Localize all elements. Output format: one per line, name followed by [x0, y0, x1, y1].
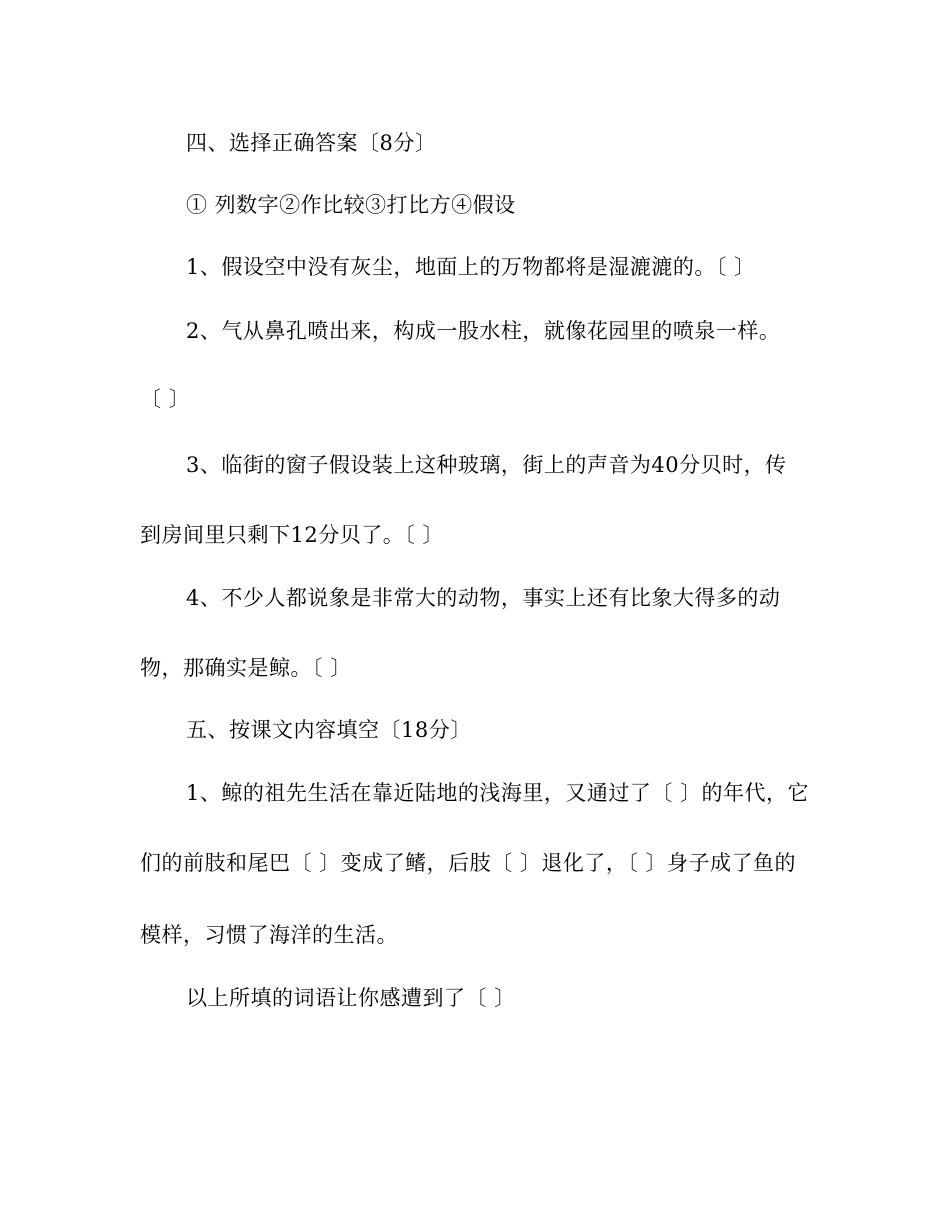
fill-question-1-line-2: 们的前肢和尾巴〔 〕变成了鳍，后肢〔 〕退化了，〔 〕身子成了鱼的: [140, 851, 797, 875]
section-4-heading: 四、选择正确答案〔8分〕: [186, 131, 437, 155]
question-4-line-2: 物，那确实是鲸。〔 〕: [140, 656, 352, 680]
fill-question-1-line-1: 1、鲸的祖先生活在靠近陆地的浅海里，又通过了〔 〕的年代，它: [186, 781, 810, 805]
answer-options: ① 列数字②作比较③打比方④假设: [186, 193, 516, 217]
question-1: 1、假设空中没有灰尘，地面上的万物都将是湿漉漉的。〔 〕: [186, 255, 756, 279]
fill-question-2: 以上所填的词语让你感遭到了〔 〕: [186, 986, 516, 1010]
section-5-heading: 五、按课文内容填空〔18分〕: [186, 718, 472, 742]
question-4-line-1: 4、不少人都说象是非常大的动物，事实上还有比象大得多的动: [186, 586, 781, 610]
question-3-line-2: 到房间里只剩下12分贝了。〔 〕: [140, 523, 444, 547]
fill-question-1-line-3: 模样，习惯了海洋的生活。: [140, 923, 398, 947]
question-2-line-2: 〔 〕: [140, 387, 191, 411]
question-3-line-1: 3、临街的窗子假设装上这种玻璃，街上的声音为40分贝时，传: [186, 453, 787, 477]
question-2-line-1: 2、气从鼻孔喷出来，构成一股水柱，就像花园里的喷泉一样。: [186, 319, 781, 343]
